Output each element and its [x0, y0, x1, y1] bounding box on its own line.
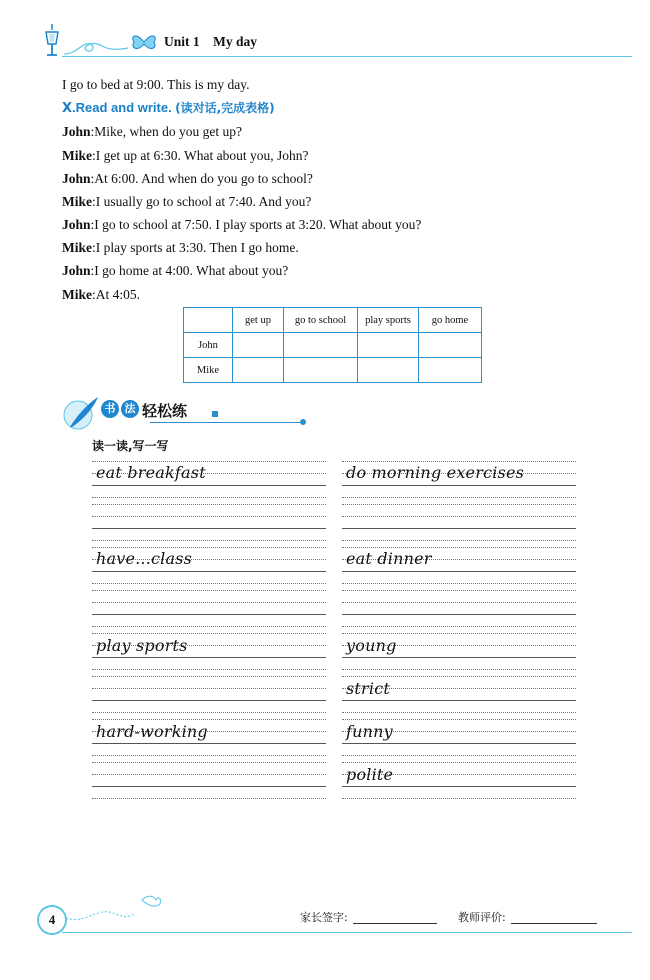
practice-word: hard-working	[96, 722, 208, 741]
writing-guide-line	[342, 516, 576, 517]
dialogue-line: Mike:At 4:05.	[62, 287, 141, 302]
quill-icon	[62, 395, 102, 431]
writing-guide-line	[92, 669, 326, 670]
lamp-icon	[42, 22, 62, 58]
writing-guide-line	[92, 688, 326, 689]
table-header-cell: go to school	[284, 308, 358, 333]
dialogue-line: John:At 6:00. And when do you go to school?	[62, 171, 313, 186]
practice-word: eat dinner	[346, 549, 432, 568]
practice-word: polite	[346, 765, 394, 784]
intro-line: I go to bed at 9:00. This is my day.	[62, 77, 250, 92]
dialogue-line: Mike:I usually go to school at 7:40. And you?	[62, 194, 312, 209]
writing-guide-line	[342, 461, 576, 462]
writing-guide-line	[342, 602, 576, 603]
writing-guide-line	[342, 700, 576, 701]
answer-cell[interactable]	[284, 333, 358, 358]
writing-guide-line	[92, 700, 326, 701]
dialogue-line: John:I go home at 4:00. What about you?	[62, 263, 289, 278]
footer-swirl-icon	[64, 890, 164, 930]
parent-signature-label: 家长签字:	[300, 911, 348, 924]
answer-cell[interactable]	[358, 333, 419, 358]
table-header-cell: get up	[233, 308, 284, 333]
header-rule	[62, 56, 632, 57]
writing-guide-line	[92, 614, 326, 615]
practice-subheading: 读一读,写一写	[92, 439, 169, 453]
dialogue-line: Mike:I get up at 6:30. What about you, John?	[62, 148, 309, 163]
banner-rule	[150, 422, 300, 423]
table-header-row	[184, 308, 482, 333]
practice-word: have...class	[96, 549, 193, 568]
answer-cell[interactable]	[233, 333, 284, 358]
writing-guide-line	[92, 590, 326, 591]
writing-guide-line	[342, 719, 576, 720]
badge-fa: 法	[121, 400, 139, 418]
writing-guide-line	[342, 786, 576, 787]
table-header-cell	[184, 308, 233, 333]
parent-signature-field[interactable]	[353, 923, 437, 924]
writing-guide-line	[92, 633, 326, 634]
dialogue-line: John:I go to school at 7:50. I play sports at 3:20. What about you?	[62, 217, 422, 232]
writing-guide-line	[342, 669, 576, 670]
writing-guide-line	[92, 786, 326, 787]
answer-cell[interactable]	[233, 358, 284, 383]
writing-guide-line	[92, 504, 326, 505]
answer-cell[interactable]	[419, 358, 482, 383]
table-row	[184, 358, 482, 383]
writing-guide-line	[342, 712, 576, 713]
writing-guide-line	[342, 583, 576, 584]
writing-guide-line	[342, 676, 576, 677]
banner-dot	[300, 419, 306, 425]
writing-guide-line	[92, 676, 326, 677]
practice-word: play sports	[96, 636, 188, 655]
row-name-cell: Mike	[184, 358, 233, 383]
writing-guide-line	[342, 633, 576, 634]
badge-shu: 书	[101, 400, 119, 418]
writing-guide-line	[92, 461, 326, 462]
writing-guide-line	[92, 485, 326, 486]
writing-guide-line	[342, 504, 576, 505]
answer-cell[interactable]	[358, 358, 419, 383]
writing-guide-line	[342, 798, 576, 799]
banner-square	[212, 411, 218, 417]
writing-guide-line	[342, 540, 576, 541]
table-header-cell: go home	[419, 308, 482, 333]
writing-guide-line	[92, 719, 326, 720]
practice-word: eat breakfast	[96, 463, 206, 482]
calligraphy-title: 轻松练	[142, 402, 188, 420]
writing-guide-line	[92, 743, 326, 744]
writing-guide-line	[92, 626, 326, 627]
writing-guide-line	[92, 547, 326, 548]
practice-word: funny	[346, 722, 393, 741]
writing-guide-line	[92, 657, 326, 658]
writing-guide-line	[92, 762, 326, 763]
teacher-evaluation-label: 教师评价:	[458, 911, 506, 924]
answer-cell[interactable]	[284, 358, 358, 383]
row-name-cell: John	[184, 333, 233, 358]
writing-guide-line	[92, 602, 326, 603]
writing-guide-line	[342, 547, 576, 548]
writing-guide-line	[92, 516, 326, 517]
teacher-evaluation-field[interactable]	[511, 923, 597, 924]
table-row	[184, 333, 482, 358]
table-header-cell: play sports	[358, 308, 419, 333]
answer-cell[interactable]	[419, 333, 482, 358]
page-number: 4	[37, 905, 67, 935]
writing-guide-line	[92, 798, 326, 799]
writing-guide-line	[342, 762, 576, 763]
writing-guide-line	[342, 497, 576, 498]
writing-guide-line	[342, 528, 576, 529]
butterfly-icon	[130, 30, 158, 54]
dialogue-line: Mike:I play sports at 3:30. Then I go home.	[62, 240, 299, 255]
practice-word: do morning exercises	[346, 463, 525, 482]
writing-guide-line	[342, 485, 576, 486]
writing-guide-line	[342, 755, 576, 756]
writing-guide-line	[92, 583, 326, 584]
writing-guide-line	[92, 774, 326, 775]
writing-guide-line	[92, 712, 326, 713]
dialogue-line: John:Mike, when do you get up?	[62, 124, 243, 139]
unit-title: Unit 1 My day	[164, 34, 258, 49]
writing-guide-line	[342, 657, 576, 658]
footer-rule	[62, 932, 632, 933]
writing-guide-line	[92, 571, 326, 572]
writing-guide-line	[92, 528, 326, 529]
writing-guide-line	[92, 497, 326, 498]
writing-guide-line	[342, 590, 576, 591]
practice-word: strict	[346, 679, 390, 698]
writing-guide-line	[342, 743, 576, 744]
writing-guide-line	[342, 571, 576, 572]
section-heading: Ⅹ.Read and write. (读对话,完成表格)	[62, 100, 275, 115]
schedule-table	[183, 307, 482, 383]
swirl-icon	[62, 36, 132, 56]
writing-guide-line	[92, 540, 326, 541]
practice-word: young	[346, 636, 397, 655]
writing-guide-line	[342, 614, 576, 615]
writing-guide-line	[342, 626, 576, 627]
writing-guide-line	[92, 755, 326, 756]
